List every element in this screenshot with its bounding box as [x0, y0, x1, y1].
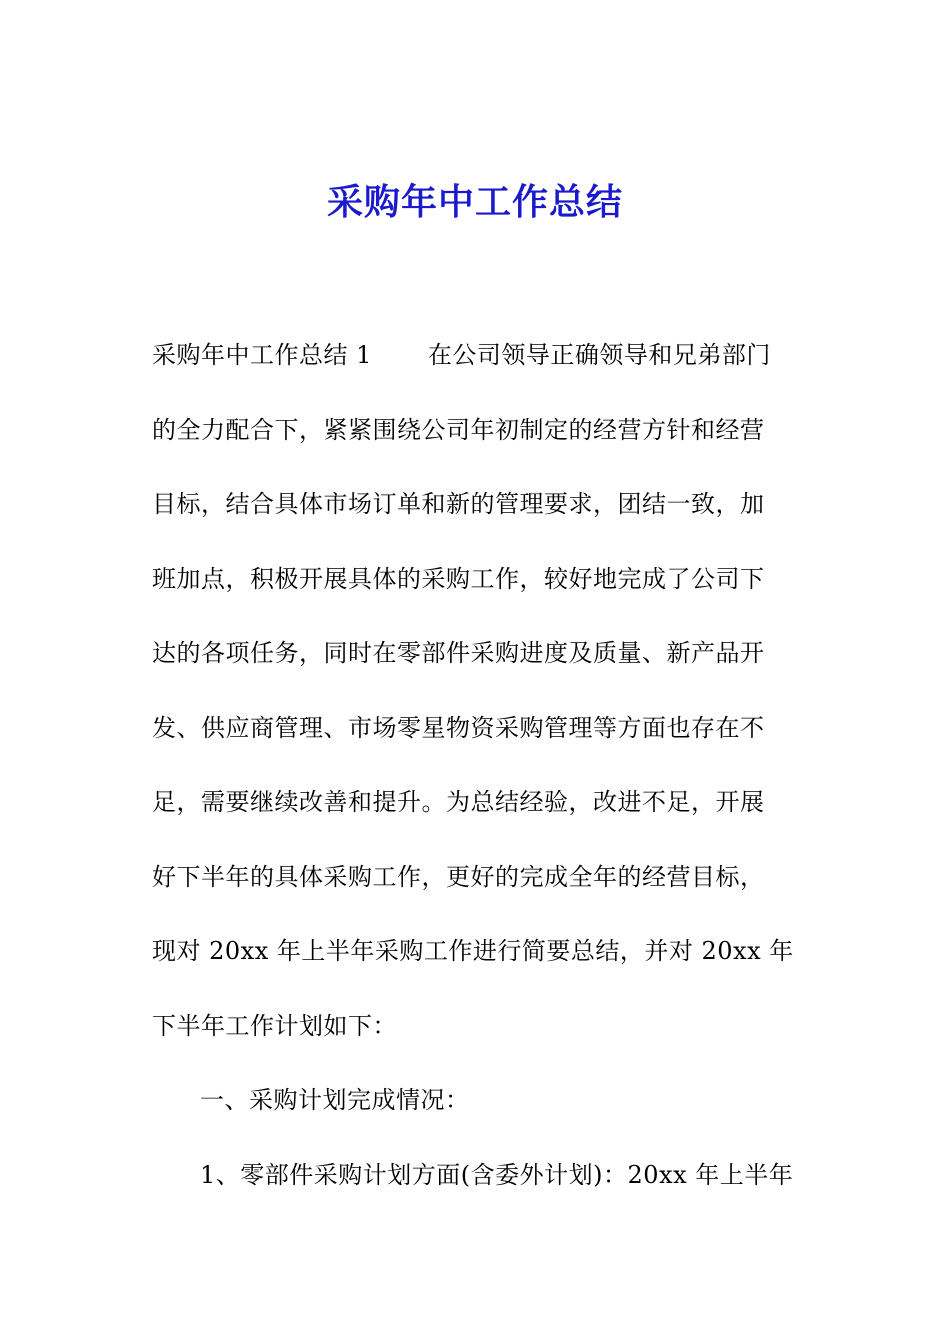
- paragraph-line-1-text: 在公司领导正确领导和兄弟部门: [427, 341, 771, 369]
- paragraph-line-6: 发、供应商管理、市场零星物资采购管理等方面也存在不: [152, 713, 765, 742]
- paragraph-line-5: 达的各项任务，同时在零部件采购进度及质量、新产品开: [152, 639, 765, 667]
- paragraph-line-8: 好下半年的具体采购工作，更好的完成全年的经营目标，: [152, 862, 765, 891]
- paragraph-line-10: 下半年工作计划如下：: [152, 1011, 397, 1040]
- section-heading-1: 一、采购计划完成情况：: [200, 1086, 470, 1114]
- paragraph-line-9: 现对 20xx 年上半年采购工作进行简要总结，并对 20xx 年: [152, 937, 794, 965]
- paragraph-line-7: 足，需要继续改善和提升。为总结经验，改进不足，开展: [152, 788, 765, 816]
- paragraph-line-3: 目标，结合具体市场订单和新的管理要求，团结一致，加: [152, 490, 765, 518]
- paragraph-line-4: 班加点，积极开展具体的采购工作，较好地完成了公司下: [152, 564, 765, 593]
- paragraph-line-1: [152, 330, 802, 405]
- document-title: 采购年中工作总结: [326, 182, 623, 223]
- document-body: [152, 330, 802, 1224]
- section-heading-inline: 采购年中工作总结 1: [152, 341, 372, 369]
- paragraph-line-2: 的全力配合下，紧紧围绕公司年初制定的经营方针和经营: [152, 415, 765, 444]
- subsection-line-1: 1、零部件采购计划方面(含委外计划)：20xx 年上半年: [200, 1160, 794, 1189]
